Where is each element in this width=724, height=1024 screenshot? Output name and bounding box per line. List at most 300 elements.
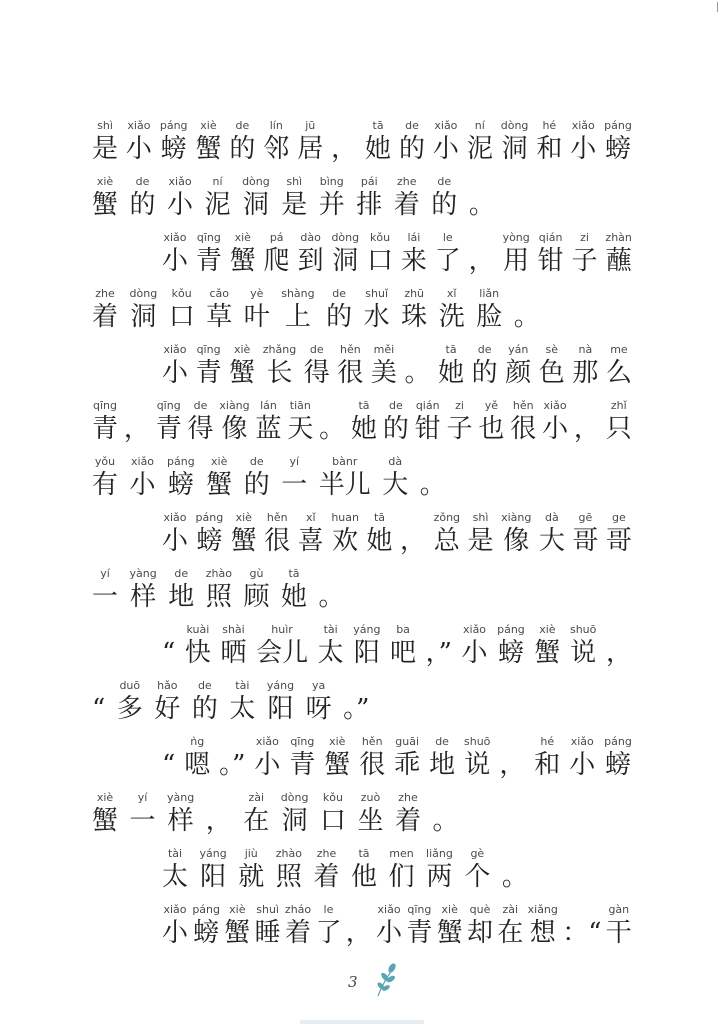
character-with-pinyin [315, 902, 341, 949]
hanzi: 阳 [267, 694, 294, 724]
hanzi: 样 [130, 582, 157, 612]
character-with-pinyin [156, 398, 182, 445]
hanzi: 地 [168, 582, 195, 612]
pinyin: hé [540, 735, 555, 748]
pinyin: xiè [441, 903, 458, 916]
hanzi: 叶 [243, 302, 270, 332]
hanzi: 青 [289, 750, 316, 780]
character-with-pinyin [263, 118, 289, 165]
character-with-pinyin [162, 846, 188, 893]
pinyin: xiè [96, 791, 114, 804]
punctuation [574, 398, 600, 445]
character-with-pinyin [281, 454, 307, 501]
hanzi: 小 [162, 918, 189, 948]
character-with-pinyin [92, 118, 118, 165]
hanzi: 的 [431, 190, 458, 220]
pinyin: qīng [93, 399, 117, 412]
hanzi: 青 [195, 246, 222, 276]
pinyin: ǹg [190, 735, 205, 748]
hanzi: 蟹 [195, 134, 222, 164]
hanzi: 螃 [160, 134, 187, 164]
character-with-pinyin [401, 230, 427, 277]
character-with-pinyin [220, 622, 246, 669]
pinyin: me [610, 343, 628, 356]
pinyin: xiǎo [255, 735, 279, 748]
story-text [92, 118, 632, 958]
hanzi: 的 [382, 414, 409, 444]
character-with-pinyin [126, 118, 152, 165]
punctuation [331, 118, 357, 165]
hanzi: 她 [438, 358, 465, 388]
pinyin: xiǎo [168, 175, 192, 188]
pinyin: qīng [196, 231, 221, 244]
hanzi: ， [205, 806, 232, 836]
character-with-pinyin [224, 902, 250, 949]
hanzi: 是 [467, 526, 494, 556]
hanzi: 就 [238, 862, 265, 892]
character-with-pinyin [437, 902, 463, 949]
pinyin: dòng [331, 231, 360, 244]
hanzi: 螃 [497, 638, 524, 668]
text-line [92, 678, 632, 734]
hanzi: 。 [468, 190, 495, 220]
pinyin: zhào [275, 847, 302, 860]
hanzi: 珠 [401, 302, 428, 332]
character-with-pinyin [464, 734, 490, 781]
pinyin: xiàng [219, 399, 250, 412]
pinyin: xiè [329, 735, 346, 748]
pinyin: páng [604, 119, 632, 132]
character-with-pinyin [431, 174, 457, 221]
hanzi: 洞 [501, 134, 528, 164]
character-with-pinyin [285, 902, 311, 949]
pinyin: yí [100, 567, 110, 580]
hanzi: 泥 [466, 134, 493, 164]
character-with-pinyin [501, 510, 531, 557]
hanzi: 却 [467, 918, 494, 948]
hanzi: 小 [542, 414, 569, 444]
character-with-pinyin [468, 510, 494, 557]
character-with-pinyin [503, 230, 530, 277]
character-with-pinyin [510, 398, 536, 445]
punctuation [606, 622, 632, 669]
character-with-pinyin [168, 566, 194, 613]
text-line [92, 790, 632, 846]
pinyin: yàng [167, 791, 195, 804]
character-with-pinyin [605, 230, 631, 277]
pinyin: sè [545, 343, 559, 356]
pinyin: yè [250, 287, 264, 300]
pinyin: zhào [205, 567, 232, 580]
pinyin: hěn [266, 511, 288, 524]
hanzi: 天 [287, 414, 314, 444]
character-with-pinyin [320, 790, 346, 837]
character-with-pinyin [356, 174, 382, 221]
hanzi: 钳 [414, 414, 441, 444]
hanzi: ：“ [562, 918, 602, 948]
hanzi: 钳 [537, 246, 564, 276]
pinyin: guāi [395, 735, 420, 748]
character-with-pinyin [167, 790, 194, 837]
pinyin: qīng [290, 735, 315, 748]
punctuation [426, 622, 452, 669]
hanzi: 么 [605, 358, 632, 388]
pinyin: ba [396, 623, 410, 636]
character-with-pinyin [192, 678, 218, 725]
character-with-pinyin [200, 846, 227, 893]
pinyin: shuō [464, 735, 491, 748]
hanzi: 了 [315, 918, 342, 948]
hanzi: “ [92, 694, 106, 724]
pinyin: xiè [211, 455, 228, 468]
bottom-bar [300, 1020, 424, 1024]
character-with-pinyin [534, 622, 560, 669]
hanzi: 蟹 [206, 470, 233, 500]
hanzi: 很 [510, 414, 537, 444]
hanzi: 的 [398, 134, 425, 164]
pinyin: hěn [339, 343, 361, 356]
character-with-pinyin [505, 342, 531, 389]
character-with-pinyin [319, 174, 345, 221]
text-line [92, 622, 632, 678]
pinyin: shì [286, 175, 303, 188]
character-with-pinyin [415, 398, 441, 445]
hanzi: 太 [317, 638, 344, 668]
hanzi: 排 [356, 190, 383, 220]
character-with-pinyin [160, 118, 188, 165]
pinyin: gē [578, 511, 593, 524]
character-with-pinyin [130, 790, 156, 837]
pinyin: tài [323, 623, 338, 636]
hanzi: “ [162, 638, 176, 668]
character-with-pinyin [604, 118, 632, 165]
pinyin: tā [373, 511, 386, 524]
hanzi: 洞 [332, 246, 359, 276]
character-with-pinyin [351, 398, 377, 445]
character-with-pinyin [306, 678, 332, 725]
hanzi: 想 [529, 918, 556, 948]
hanzi: 螃 [604, 750, 631, 780]
character-with-pinyin [281, 566, 307, 613]
hanzi: 顾 [243, 582, 270, 612]
hanzi: 有 [92, 470, 119, 500]
hanzi: 他 [350, 862, 377, 892]
character-with-pinyin [92, 286, 118, 333]
hanzi: 照 [275, 862, 302, 892]
character-with-pinyin [572, 342, 598, 389]
character-with-pinyin [331, 510, 359, 557]
hanzi: 蟹 [224, 918, 251, 948]
pinyin: de [435, 735, 449, 748]
character-with-pinyin [570, 118, 596, 165]
character-with-pinyin [353, 622, 380, 669]
character-with-pinyin [162, 342, 188, 389]
pinyin: yán [508, 343, 529, 356]
hanzi: ， [499, 750, 526, 780]
pinyin: de [309, 343, 324, 356]
pinyin: shuō [569, 623, 597, 636]
character-with-pinyin [359, 734, 385, 781]
character-with-pinyin [606, 398, 632, 445]
text-line [92, 342, 632, 398]
pinyin: ní [212, 175, 223, 188]
page-number: 3 [348, 973, 358, 991]
pinyin: de [135, 175, 150, 188]
pinyin: qián [538, 231, 563, 244]
hanzi: 蓝 [255, 414, 282, 444]
hanzi: ，” [425, 638, 452, 668]
hanzi: ， [468, 246, 495, 276]
character-with-pinyin [364, 286, 390, 333]
hanzi: 得 [187, 414, 214, 444]
pinyin: jiù [244, 847, 258, 860]
hanzi: 小 [569, 750, 596, 780]
punctuation [319, 398, 345, 445]
character-with-pinyin [255, 902, 281, 949]
character-with-pinyin [229, 342, 255, 389]
character-with-pinyin [184, 734, 210, 781]
hanzi: 干 [605, 918, 632, 948]
hanzi: 的 [129, 190, 156, 220]
pinyin: shài [222, 623, 245, 636]
character-with-pinyin [319, 454, 371, 501]
character-with-pinyin [438, 342, 464, 389]
hanzi: 颜 [505, 358, 532, 388]
punctuation [499, 734, 525, 781]
character-with-pinyin [267, 678, 294, 725]
pinyin: xǐ [446, 287, 457, 300]
pinyin: xiǎo [127, 119, 151, 132]
pinyin: zuò [360, 791, 381, 804]
hanzi: 坐 [357, 806, 384, 836]
character-with-pinyin [538, 230, 564, 277]
hanzi: 长 [266, 358, 293, 388]
pinyin: yáng [199, 847, 227, 860]
hanzi: 很 [359, 750, 386, 780]
pinyin: páng [159, 119, 188, 132]
pinyin: què [469, 903, 491, 916]
pinyin: hěn [512, 399, 534, 412]
character-with-pinyin [276, 846, 302, 893]
hanzi: 小 [432, 134, 459, 164]
pinyin: hé [542, 119, 557, 132]
text-line [92, 510, 632, 566]
hanzi: 地 [429, 750, 456, 780]
character-with-pinyin [371, 342, 397, 389]
character-with-pinyin [206, 566, 232, 613]
pinyin: shuǐ [365, 287, 389, 300]
hanzi: 半儿 [318, 470, 371, 500]
pinyin: ya [311, 679, 326, 692]
hanzi: 爬 [263, 246, 290, 276]
pinyin: de [477, 343, 492, 356]
pinyin: de [332, 287, 347, 300]
hanzi: 蟹 [436, 918, 463, 948]
hanzi: 蟹 [92, 806, 119, 836]
pinyin: shì [97, 119, 113, 132]
character-with-pinyin [230, 230, 256, 277]
character-with-pinyin [117, 678, 143, 725]
pinyin: nà [578, 343, 593, 356]
pinyin: zǒng [433, 511, 461, 524]
hanzi: 们 [388, 862, 415, 892]
pinyin: xiǎo [377, 903, 401, 916]
pinyin: tā [372, 119, 384, 132]
hanzi: 在 [243, 806, 270, 836]
character-with-pinyin [382, 454, 408, 501]
pinyin: xiǎo [434, 119, 458, 132]
character-with-pinyin [196, 230, 222, 277]
pinyin: zhe [397, 175, 417, 188]
hanzi: 她 [280, 582, 307, 612]
character-with-pinyin [196, 342, 222, 389]
pinyin: páng [497, 623, 525, 636]
pinyin: zhe [398, 791, 418, 804]
character-with-pinyin [318, 622, 344, 669]
character-with-pinyin [389, 846, 415, 893]
pinyin: xiè [233, 343, 251, 356]
pinyin: shàng [281, 287, 315, 300]
pinyin: yí [289, 455, 300, 468]
hanzi: ， [605, 638, 632, 668]
punctuation [469, 174, 495, 221]
pinyin: men [389, 847, 414, 860]
hanzi: 螃 [167, 470, 194, 500]
pinyin: dào [300, 231, 321, 244]
pinyin: gàn [608, 903, 630, 916]
character-with-pinyin [231, 510, 257, 557]
character-with-pinyin [281, 174, 307, 221]
pinyin: le [323, 903, 334, 916]
pinyin: duō [119, 679, 141, 692]
pinyin: kǒu [322, 791, 343, 804]
hanzi: 美 [370, 358, 397, 388]
pinyin: dà [545, 511, 559, 524]
hanzi: 说 [464, 750, 491, 780]
character-with-pinyin [542, 398, 568, 445]
pinyin: shì [472, 511, 489, 524]
pinyin: kǒu [171, 287, 192, 300]
pinyin: pái [360, 175, 378, 188]
character-with-pinyin [154, 678, 180, 725]
hanzi: 是 [92, 134, 119, 164]
character-with-pinyin [365, 118, 391, 165]
pinyin: tā [288, 567, 300, 580]
pinyin: shuì [256, 903, 279, 916]
hanzi: 一 [92, 582, 119, 612]
hanzi: 睡 [254, 918, 281, 948]
pinyin: zài [248, 791, 265, 804]
hanzi: 一 [281, 470, 308, 500]
hanzi: 上 [284, 302, 311, 332]
character-with-pinyin [383, 398, 409, 445]
hanzi: 和 [536, 134, 563, 164]
hanzi: 小 [162, 358, 189, 388]
pinyin: xiè [96, 175, 114, 188]
hanzi: 只 [605, 414, 632, 444]
pinyin: xǐ [306, 511, 316, 524]
character-with-pinyin [406, 902, 432, 949]
pinyin: páng [192, 903, 220, 916]
hanzi: 她 [365, 134, 392, 164]
character-with-pinyin [185, 622, 211, 669]
hanzi: 总 [433, 526, 460, 556]
hanzi: 阳 [200, 862, 227, 892]
character-with-pinyin [433, 118, 459, 165]
hanzi: 着 [394, 806, 421, 836]
character-with-pinyin [219, 398, 249, 445]
hanzi: 。” [343, 694, 370, 724]
pinyin: ge [612, 511, 626, 524]
hanzi: ， [331, 134, 358, 164]
pinyin: qīng [156, 399, 181, 412]
pinyin: zhǎng [262, 343, 297, 356]
hanzi: 青 [92, 414, 119, 444]
hanzi: 好 [154, 694, 181, 724]
punctuation [400, 510, 426, 557]
hanzi: 哥 [605, 526, 632, 556]
pinyin: zháo [284, 903, 312, 916]
hanzi: 乖 [394, 750, 421, 780]
pinyin: xiè [229, 903, 246, 916]
pinyin: páng [167, 455, 195, 468]
hanzi: 小 [162, 246, 189, 276]
hanzi: 大 [382, 470, 409, 500]
hanzi: 蟹 [92, 190, 119, 220]
hanzi: 蟹 [324, 750, 351, 780]
hanzi: 很 [264, 526, 291, 556]
character-with-pinyin [376, 902, 402, 949]
punctuation [404, 342, 430, 389]
hanzi: 她 [351, 414, 378, 444]
pinyin: lán [260, 399, 277, 412]
character-with-pinyin [254, 734, 280, 781]
hanzi: 。 [318, 582, 345, 612]
pinyin: xiǎo [163, 903, 187, 916]
punctuation [562, 902, 601, 949]
pinyin: gù [249, 567, 264, 580]
hanzi: 是 [281, 190, 308, 220]
hanzi: 子 [571, 246, 598, 276]
hanzi: 口 [367, 246, 394, 276]
pinyin: xiǎo [163, 231, 187, 244]
hanzi: 和 [534, 750, 561, 780]
pinyin: tài [167, 847, 183, 860]
character-with-pinyin [297, 118, 323, 165]
hanzi: 洞 [281, 806, 308, 836]
character-with-pinyin [281, 286, 314, 333]
pinyin: xiǎng [527, 903, 558, 916]
character-with-pinyin [357, 790, 383, 837]
pinyin: zhe [316, 847, 337, 860]
hanzi: 个 [464, 862, 491, 892]
hanzi: 蟹 [230, 526, 257, 556]
pinyin: tiān [289, 399, 311, 412]
character-with-pinyin [497, 622, 525, 669]
text-line [92, 454, 632, 510]
pinyin: xiǎo [463, 623, 487, 636]
character-with-pinyin [169, 286, 195, 333]
hanzi: 小 [376, 918, 403, 948]
hanzi: 居 [297, 134, 324, 164]
character-with-pinyin [539, 342, 565, 389]
hanzi: ， [123, 414, 150, 444]
character-with-pinyin [298, 510, 324, 557]
pinyin: yǒu [94, 455, 116, 468]
hanzi: ， [400, 526, 427, 556]
punctuation [433, 790, 459, 837]
character-with-pinyin [130, 286, 158, 333]
